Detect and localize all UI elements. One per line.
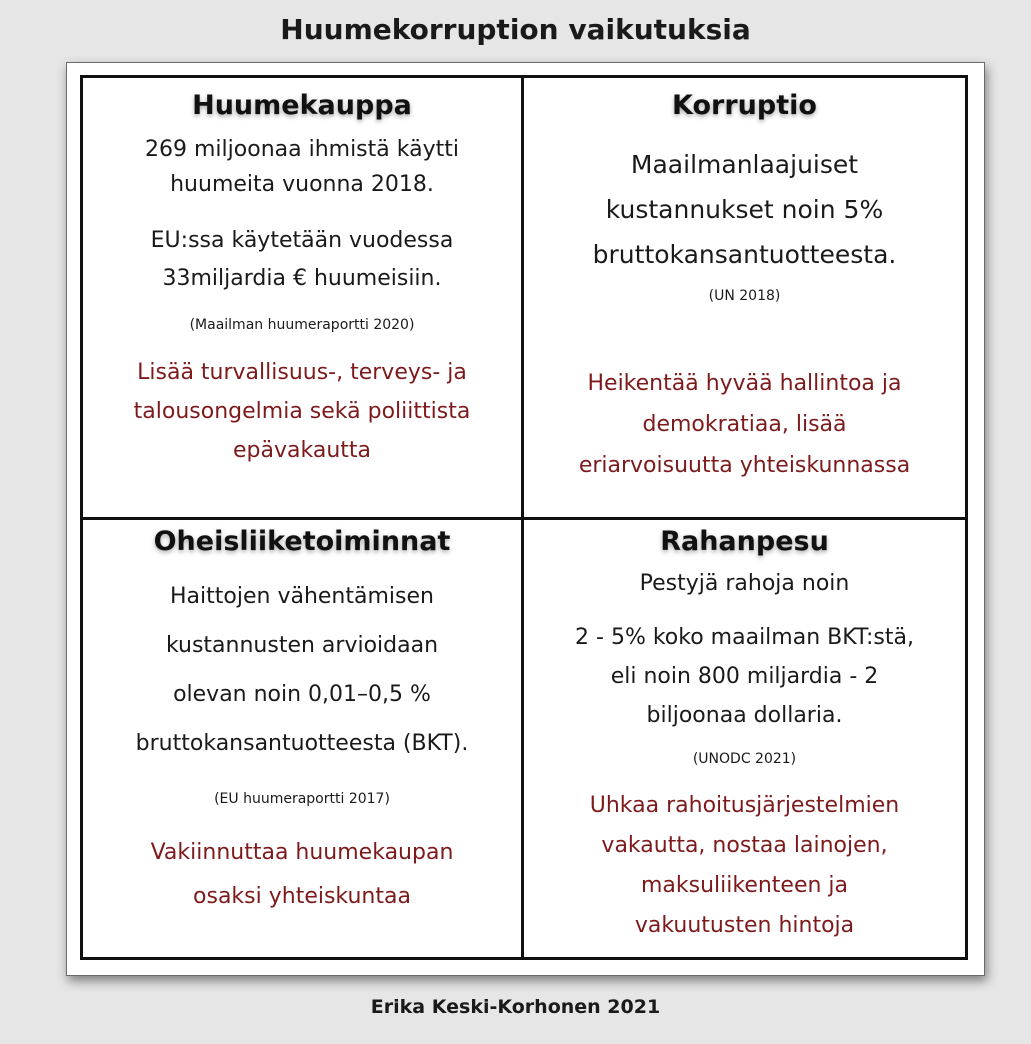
source-citation: (Maailman huumeraportti 2020)	[189, 317, 415, 333]
statistic-text	[83, 572, 521, 768]
text-line: 33miljardia € huumeisiin.	[162, 266, 442, 291]
text-line: olevan noin 0,01–0,5 %	[173, 682, 431, 707]
quadrant-side-business	[83, 520, 521, 957]
quadrant-heading: Korruptio	[672, 90, 817, 121]
effect-text	[524, 786, 965, 946]
quadrant-drug-trade	[83, 78, 521, 517]
text-line: eli noin 800 miljardia - 2	[610, 664, 879, 689]
text-line: biljoonaa dollaria.	[646, 703, 843, 728]
quadrant-heading: Oheisliiketoiminnat	[153, 526, 451, 557]
text-line: demokratiaa, lisää	[642, 412, 847, 437]
source-citation: (UNODC 2021)	[692, 751, 797, 767]
author-credit: Erika Keski-Korhonen 2021	[370, 996, 661, 1018]
quadrant-corruption	[524, 78, 965, 517]
text-line: vakautta, nostaa lainojen,	[601, 833, 888, 858]
text-line: osaksi yhteiskuntaa	[193, 884, 411, 909]
text-line: huumeita vuonna 2018.	[170, 172, 434, 197]
text-line: talousongelmia sekä poliittista	[133, 399, 471, 424]
statistic-text	[524, 567, 965, 601]
text-line: Maailmanlaajuiset	[630, 150, 859, 179]
text-line: kustannusten arvioidaan	[165, 633, 439, 658]
text-line: Uhkaa rahoitusjärjestelmien	[589, 793, 900, 818]
text-line: bruttokansantuotteesta.	[592, 240, 897, 269]
text-line: kustannukset noin 5%	[605, 195, 884, 224]
text-line: epävakautta	[233, 438, 371, 463]
text-line: Lisää turvallisuus-, terveys- ja	[137, 360, 467, 385]
effect-text	[83, 353, 521, 470]
text-line: bruttokansantuotteesta (BKT).	[135, 731, 469, 756]
text-line: 269 miljoonaa ihmistä käytti	[145, 137, 459, 162]
source-citation: (EU huumeraportti 2017)	[214, 791, 390, 807]
text-line: Heikentää hyvää hallintoa ja	[587, 371, 902, 396]
text-line: eriarvoisuutta yhteiskunnassa	[578, 453, 911, 478]
statistic-text	[524, 618, 965, 735]
text-line: Vakiinnuttaa huumekaupan	[150, 840, 454, 865]
quadrant-heading: Rahanpesu	[660, 526, 829, 557]
page-title: Huumekorruption vaikutuksia	[280, 13, 751, 46]
text-line: EU:ssa käytetään vuodessa	[150, 228, 454, 253]
quadrant-heading: Huumekauppa	[192, 90, 412, 121]
effect-text	[524, 363, 965, 486]
source-citation: (UN 2018)	[708, 288, 781, 304]
statistic-text	[83, 132, 521, 202]
text-line: maksuliikenteen ja	[640, 873, 849, 898]
text-line: Haittojen vähentämisen	[170, 584, 434, 609]
text-line: vakuutusten hintoja	[634, 913, 855, 938]
effect-text	[83, 831, 521, 919]
statistic-text	[524, 142, 965, 277]
statistic-text	[83, 222, 521, 298]
text-line: Pestyjä rahoja noin	[639, 571, 850, 596]
quadrant-money-laundering	[524, 520, 965, 957]
text-line: 2 - 5% koko maailman BKT:stä,	[575, 625, 914, 650]
